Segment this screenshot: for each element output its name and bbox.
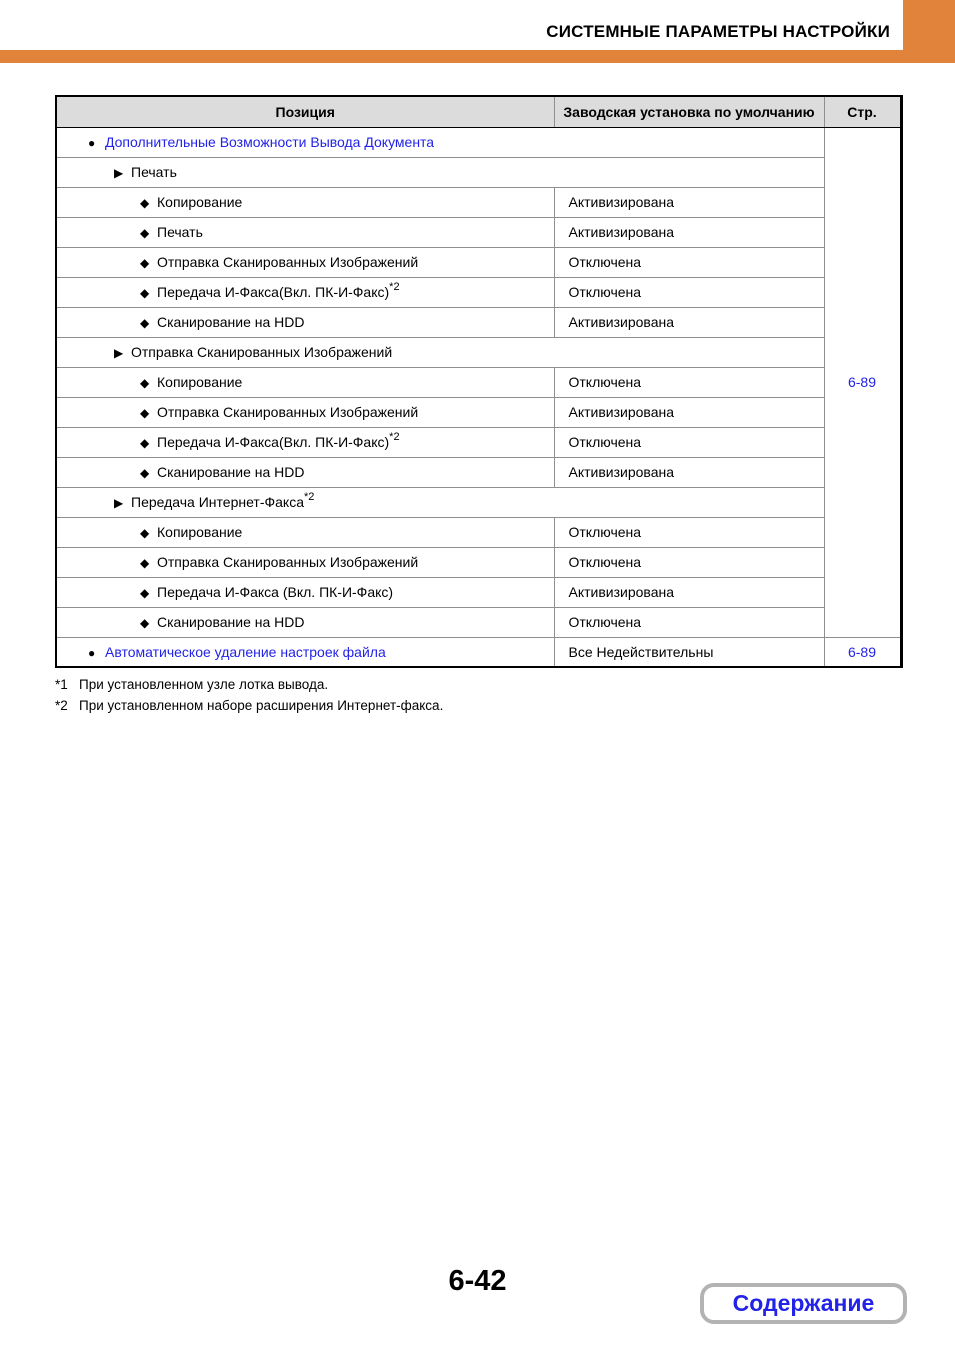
table-row — [56, 457, 901, 487]
default-value-cell: Все Недействительны — [554, 637, 824, 667]
footnote-reference: *2 — [389, 281, 400, 294]
item-label: Отправка Сканированных Изображений — [157, 254, 419, 270]
table-row — [56, 217, 901, 247]
table-row — [56, 517, 901, 547]
item-label: Печать — [131, 164, 177, 180]
default-value-cell: Отключена — [554, 607, 824, 637]
diamond-bullet-icon: ◆ — [140, 286, 150, 300]
item-cell — [56, 337, 824, 367]
item-label: Передача И-Факса(Вкл. ПК-И-Факс) — [157, 434, 390, 450]
footnote-text: При установленном узле лотка вывода. — [79, 677, 329, 692]
page-reference-link[interactable]: 6-89 — [847, 643, 877, 660]
item-cell — [56, 637, 554, 667]
triangle-bullet-icon: ▶ — [114, 346, 124, 360]
table-row — [56, 337, 901, 367]
diamond-bullet-icon: ◆ — [140, 256, 150, 270]
header-accent-square — [903, 0, 955, 63]
diamond-bullet-icon: ◆ — [140, 406, 150, 420]
item-label: Отправка Сканированных Изображений — [157, 554, 419, 570]
page-title: СИСТЕМНЫЕ ПАРАМЕТРЫ НАСТРОЙКИ — [546, 22, 890, 41]
diamond-bullet-icon: ◆ — [140, 556, 150, 570]
item-cell — [56, 397, 554, 427]
default-value-cell: Отключена — [554, 517, 824, 547]
item-cell — [56, 157, 824, 187]
table-row — [56, 397, 901, 427]
diamond-bullet-icon: ◆ — [140, 196, 150, 210]
item-label: Копирование — [157, 524, 243, 540]
item-label: Отправка Сканированных Изображений — [157, 404, 419, 420]
table-row — [56, 367, 901, 397]
diamond-bullet-icon: ◆ — [140, 436, 150, 450]
settings-table — [55, 95, 903, 668]
item-cell — [56, 427, 554, 457]
item-cell — [56, 217, 554, 247]
item-cell — [56, 247, 554, 277]
default-value-cell: Активизирована — [554, 187, 824, 217]
footnote-reference: *2 — [389, 431, 400, 444]
default-value-cell: Активизирована — [554, 397, 824, 427]
table-row — [56, 607, 901, 637]
diamond-bullet-icon: ◆ — [140, 226, 150, 240]
page-number: 6-42 — [448, 1265, 507, 1297]
diamond-bullet-icon: ◆ — [140, 466, 150, 480]
default-value-cell: Активизирована — [554, 577, 824, 607]
page-reference-link[interactable]: 6-89 — [847, 374, 877, 390]
page-reference-cell — [824, 637, 901, 667]
table-row — [56, 427, 901, 457]
item-cell — [56, 187, 554, 217]
table-row — [56, 637, 901, 667]
default-value-cell: Отключена — [554, 277, 824, 307]
default-value-cell: Отключена — [554, 427, 824, 457]
default-value-cell: Отключена — [554, 547, 824, 577]
table-row — [56, 307, 901, 337]
diamond-bullet-icon: ◆ — [140, 316, 150, 330]
default-value-cell: Отключена — [554, 247, 824, 277]
item-cell — [56, 577, 554, 607]
contents-button[interactable] — [700, 1283, 907, 1324]
item-link[interactable]: Дополнительные Возможности Вывода Документа — [105, 134, 435, 150]
diamond-bullet-icon: ◆ — [140, 376, 150, 390]
column-header-default: Заводская установка по умолчанию — [554, 96, 824, 127]
table-header-row — [56, 96, 901, 127]
item-cell — [56, 367, 554, 397]
item-label: Передача И-Факса (Вкл. ПК-И-Факс) — [157, 584, 394, 600]
page-reference-cell — [824, 127, 901, 637]
table-row — [56, 157, 901, 187]
diamond-bullet-icon: ◆ — [140, 616, 150, 630]
column-header-item: Позиция — [56, 96, 554, 127]
triangle-bullet-icon: ▶ — [114, 496, 124, 510]
item-cell — [56, 607, 554, 637]
header-accent-bar — [0, 50, 955, 63]
item-label: Сканирование на HDD — [157, 314, 305, 330]
table-row — [56, 277, 901, 307]
item-label: Печать — [157, 224, 203, 240]
item-cell — [56, 517, 554, 547]
footnote-reference: *2 — [303, 491, 315, 504]
item-label: Сканирование на HDD — [157, 464, 305, 480]
item-cell — [56, 307, 554, 337]
item-cell — [56, 487, 824, 517]
default-value-cell: Активизирована — [554, 457, 824, 487]
footnote-marker: *2 — [55, 698, 68, 713]
item-label: Сканирование на HDD — [157, 614, 305, 630]
item-label: Передача Интернет-Факса — [131, 494, 304, 510]
default-value-cell: Активизирована — [554, 307, 824, 337]
item-cell — [56, 127, 824, 157]
footnote-text: При установленном наборе расширения Интернет-факса. — [79, 698, 444, 713]
diamond-bullet-icon: ◆ — [140, 526, 150, 540]
circle-bullet-icon: ● — [88, 136, 96, 150]
item-label: Отправка Сканированных Изображений — [131, 344, 393, 360]
table-row — [56, 577, 901, 607]
table-row — [56, 547, 901, 577]
footnotes — [55, 674, 443, 716]
table-row — [56, 487, 901, 517]
item-label: Копирование — [157, 194, 243, 210]
item-cell — [56, 457, 554, 487]
item-link[interactable]: Автоматическое удаление настроек файла — [105, 643, 386, 660]
footnote-marker: *1 — [55, 677, 68, 692]
table-row — [56, 187, 901, 217]
table-row — [56, 127, 901, 157]
column-header-page: Стр. — [824, 96, 901, 127]
diamond-bullet-icon: ◆ — [140, 586, 150, 600]
table-row — [56, 247, 901, 277]
default-value-cell: Активизирована — [554, 217, 824, 247]
contents-button-label: Содержание — [732, 1290, 875, 1316]
default-value-cell: Отключена — [554, 367, 824, 397]
footnote — [55, 695, 443, 716]
item-cell — [56, 547, 554, 577]
triangle-bullet-icon: ▶ — [114, 166, 124, 180]
item-label: Передача И-Факса(Вкл. ПК-И-Факс) — [157, 284, 390, 300]
item-label: Копирование — [157, 374, 243, 390]
footnote — [55, 674, 443, 695]
circle-bullet-icon: ● — [88, 645, 96, 660]
item-cell — [56, 277, 554, 307]
